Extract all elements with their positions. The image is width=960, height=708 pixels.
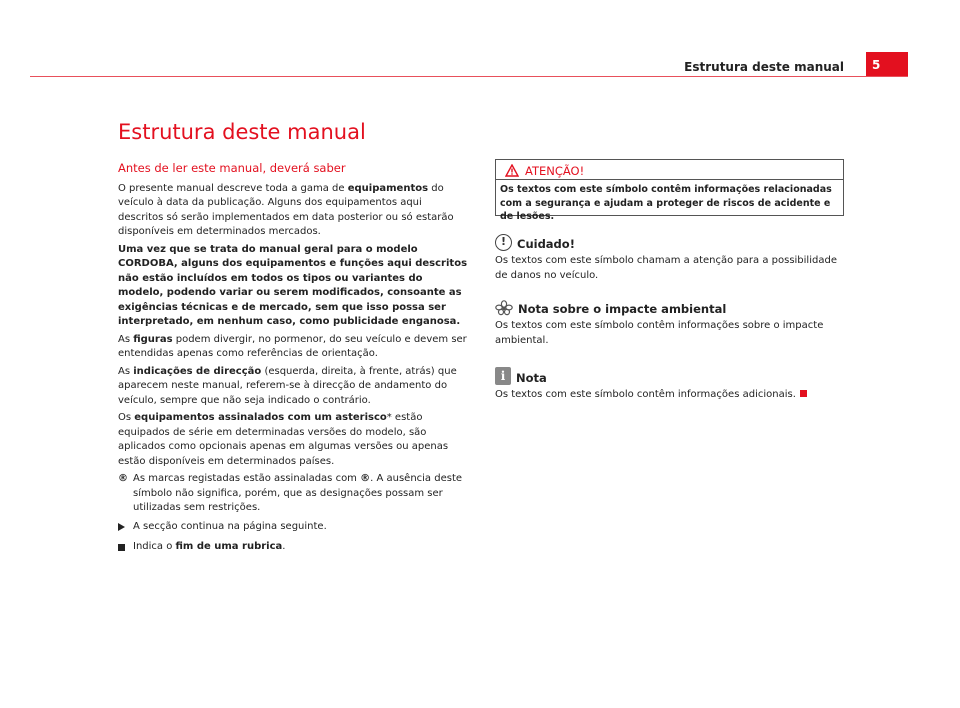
environment-section [495,300,845,348]
end-square-icon [800,390,807,397]
section-subheading: Antes de ler este manual, deverá saber [118,161,346,175]
caution-body: Os textos com este símbolo chamam a atenção para a possibilidade de danos no veículo. [495,255,837,281]
caution-icon: ! [495,234,512,251]
header-rule [30,76,908,77]
registered-text: As marcas registadas estão assinaladas com ®. A ausência deste símbolo não significa, porém, que as designações possam ser utilizadas sem restrições. [133,473,463,513]
paragraph-directions: As indicações de direcção (esquerda, direita, à frente, atrás) que aparecem neste manual, referem-se à direcção de andamento do veículo, sempre que não seja indicado o contrário. [118,365,457,406]
note-body-line [495,388,845,403]
flower-icon [495,300,513,316]
page-number: 5 [866,52,908,77]
square-icon [118,544,125,551]
paragraph-equipment: O presente manual descreve toda a gama de equipamentos do veículo à data da publicação. Alguns dos equipamentos aqui descritos só serão implementados em data posterior ou só estarão disponíveis em determinados mercados. [118,182,454,237]
registered-trademark-item [118,472,468,516]
warning-body: Os textos com este símbolo contêm informações relacionadas com a segurança e ajudam a proteger de riscos de acidente e de lesões. [500,184,832,222]
caution-section [495,234,845,283]
end-of-section-item [118,540,468,557]
continues-text: A secção continua na página seguinte. [133,520,327,532]
note-body: Os textos com este símbolo contêm informações adicionais. [495,389,796,400]
note-title: Nota [516,370,547,385]
warning-box [495,159,844,222]
paragraph-cordoba: Uma vez que se trata do manual geral para o modelo CORDOBA, alguns dos equipamentos e funções aqui descritos não estão incluídos em todos os tipos ou variantes do modelo, podendo variar ou serem modificados, consoante as exigências técnicas e de mercado, sem que isso possa ser interpretado, em nenhum caso, como publicidade enganosa. [118,243,468,327]
caution-title: Cuidado! [517,236,575,251]
triangle-right-icon [118,523,125,531]
paragraph-asterisk: Os equipamentos assinalados com um asterisco* estão equipados de série em determinadas versões do modelo, são aplicados como opcionais apenas em algumas versões ou apenas estão disponíveis em determinados países. [118,412,449,467]
end-of-section-text: Indica o fim de uma rubrica. [133,541,286,552]
registered-icon: ® [118,473,128,484]
left-column [118,161,468,561]
warning-triangle-icon [505,164,519,177]
continues-item [118,520,468,537]
warning-header [496,160,843,180]
note-section [495,367,845,403]
page-title: Estrutura deste manual [118,120,366,144]
warning-title: ATENÇÃO! [525,163,585,178]
running-title: Estrutura deste manual [684,60,844,74]
environment-title: Nota sobre o impacte ambiental [518,301,727,316]
info-icon: i [495,367,511,385]
environment-body: Os textos com este símbolo contêm informações sobre o impacte ambiental. [495,320,824,346]
paragraph-figures: As figuras podem divergir, no pormenor, do seu veículo e devem ser entendidas apenas como referências de orientação. [118,333,467,359]
